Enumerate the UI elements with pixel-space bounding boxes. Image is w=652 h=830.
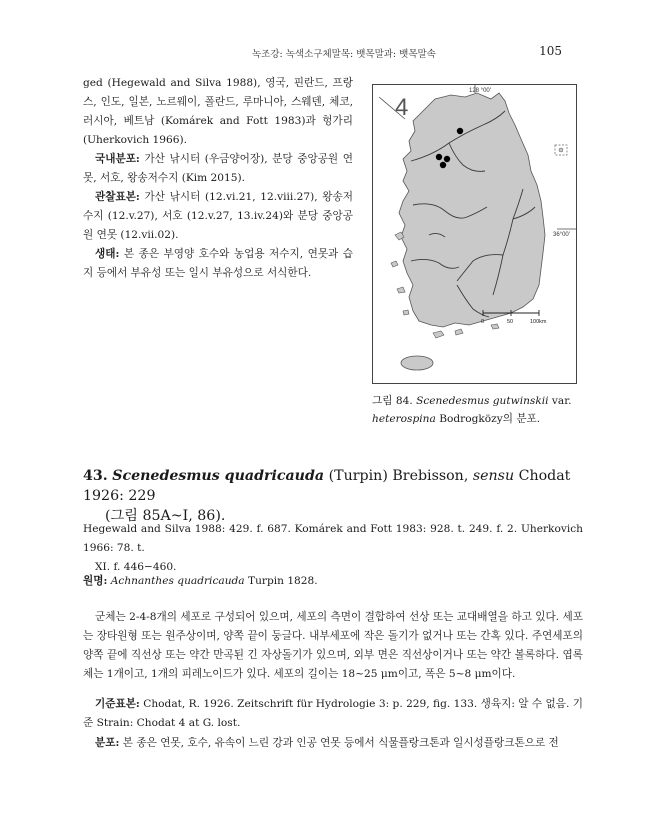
latitude-label: 36°00'	[553, 232, 570, 238]
longitude-label: 128 °00'	[469, 88, 491, 94]
page-number: 105	[539, 44, 562, 58]
distribution-continued: ged (Hegewald and Silva 1988), 영국, 핀란드, 프랑스, 인도, 일본, 노르웨이, 폴란드, 루마니아, 스웨덴, 체코, 러시아, 베트남 (Komárek and Fott 1983)과 헝가리 (Uherkovich 1966).	[83, 77, 353, 146]
scale-label-100: 100km	[530, 319, 547, 325]
species-sensu: sensu	[472, 468, 515, 484]
occurrence-dot	[457, 128, 463, 134]
occurrence-dot	[444, 156, 450, 162]
type-text: Chodat, R. 1926. Zeitschrift für Hydrologie 3: p. 229, fig. 133. 생육지: 알 수 없음. 기준 Strain: Chodat 4 at G. lost.	[83, 698, 583, 729]
species-number: 43.	[83, 468, 108, 484]
left-column	[83, 74, 353, 283]
description-text: 군체는 2-4-8개의 세포로 구성되어 있으며, 세포의 측면이 결합하여 선상 또는 교대배열을 하고 있다. 세포는 장타원형 또는 원주상이며, 양쪽 끝이 둥글다. 내부세포에 작은 돌기가 없거나 또는 간혹 있다. 주연세포의 양쪽 끝에 직선상 또는 약간 만곡된 긴 자상돌기가 있으며, 외부 면은 직선상이거나 또는 약간 볼록하다. 엽록체는 1개이고, 1개의 피레노이드가 있다. 세포의 길이는 18~25 μm이고, 폭은 5~8 μm이다.	[83, 611, 583, 680]
type-specimen	[83, 695, 583, 733]
references	[83, 520, 583, 577]
specimen-label: 관찰표본:	[95, 191, 140, 203]
species-authority-2: Chodat 1926: 229	[83, 468, 571, 504]
species-name: Scenedesmus quadricauda	[112, 468, 325, 484]
distribution-map	[372, 84, 577, 384]
caption-var: var.	[551, 395, 572, 407]
basionym-name: Achnanthes quadricauda	[110, 575, 245, 587]
basionym-line	[83, 572, 583, 591]
species-heading	[83, 466, 583, 526]
reference-line-2: XI. f. 446−460.	[95, 561, 177, 573]
ecology-text: 본 종은 부영양 호수와 농업용 저수지, 연못과 습지 등에서 부유성 또는 일시 부유성으로 서식한다.	[83, 248, 353, 279]
specimen-text: 가산 낚시터 (12.vi.21, 12.viii.27), 왕송저수지 (12.v.27), 서호 (12.v.27, 13.iv.24)와 분당 중앙공원 연못 (12.vii.02).	[83, 191, 353, 241]
type-specimen-line	[83, 695, 583, 733]
occurrence-dot	[440, 162, 446, 168]
figure-caption	[372, 392, 582, 428]
domestic-distribution	[83, 150, 353, 188]
korea-mainland	[399, 93, 545, 327]
species-figure-ref: (그림 85A~I, 86).	[105, 508, 226, 524]
distribution-text: 본 종은 연못, 호수, 유속이 느린 강과 인공 연못 등에서 식물플랑크톤과 일시성플랑크톤으로 전	[122, 737, 559, 749]
distribution-line	[83, 734, 583, 753]
domestic-text: 가산 낚시터 (우금양어장), 분당 중앙공원 연못, 서호, 왕송저수지 (Kim 2015).	[83, 153, 353, 184]
jeju-island	[401, 356, 433, 370]
observed-specimens	[83, 188, 353, 245]
header-title: 녹조강: 녹색소구체말목: 뱃목말과: 뱃목말속	[252, 49, 436, 60]
scale-label-0: 0	[481, 319, 485, 325]
ulleungdo-island	[559, 148, 563, 152]
running-header	[0, 46, 652, 62]
distribution	[83, 734, 583, 753]
caption-species: Scenedesmus gutwinskii	[416, 395, 549, 407]
caption-suffix: Bodrogközy의 분포.	[439, 413, 541, 425]
basionym-author: Turpin 1828.	[248, 575, 318, 587]
ecology	[83, 245, 353, 283]
distribution-label: 분포:	[95, 737, 120, 749]
caption-prefix: 그림 84.	[372, 395, 413, 407]
caption-variety: heterospina	[372, 413, 436, 425]
type-label: 기준표본:	[95, 698, 140, 710]
korea-map-svg	[373, 85, 576, 383]
ecology-label: 생태:	[95, 248, 120, 260]
reference-line-1: Hegewald and Silva 1988: 429. f. 687. Komárek and Fott 1983: 928. t. 249. f. 2. Uherkovich 1966: 78. t.	[83, 523, 583, 554]
domestic-label: 국내분포:	[95, 153, 140, 165]
description	[83, 608, 583, 684]
species-authority: (Turpin) Brebisson,	[328, 468, 469, 484]
basionym	[83, 572, 583, 591]
basionym-label: 원명:	[83, 575, 108, 587]
scale-label-50: 50	[507, 319, 514, 325]
map-figure-number: 4	[395, 94, 409, 121]
occurrence-dot	[436, 154, 442, 160]
